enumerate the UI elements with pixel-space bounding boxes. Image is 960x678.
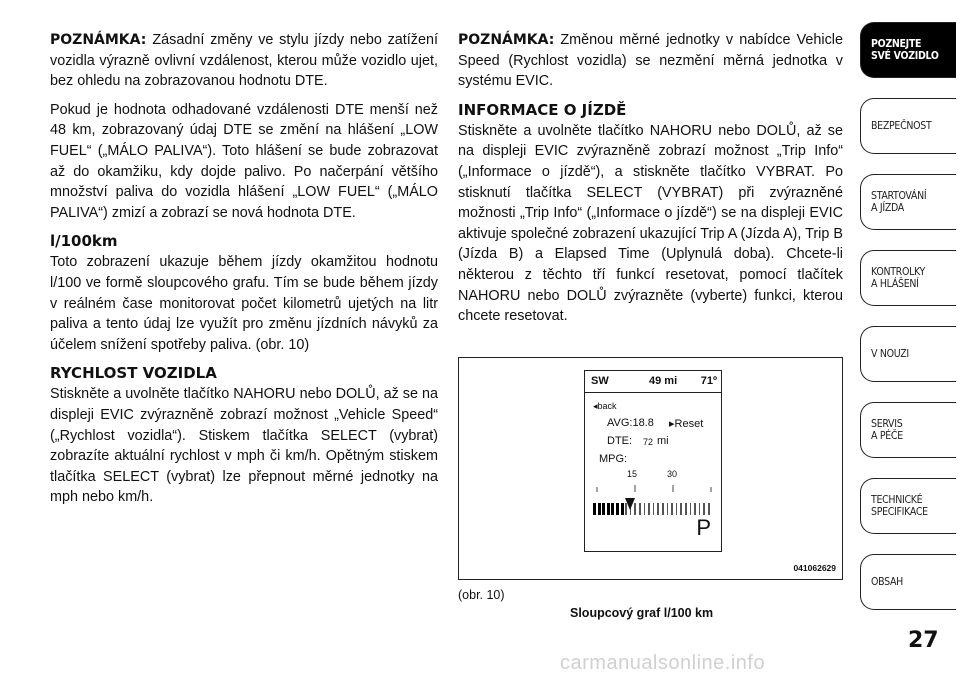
sidebar-tab-label-line2: SVÉ VOZIDLO (871, 50, 939, 62)
back-label: ◂back (593, 401, 617, 411)
bar-segment (703, 503, 705, 515)
bar-segment (593, 503, 596, 515)
right-column (458, 30, 843, 335)
mpg-label: MPG: (599, 453, 628, 465)
note-1-label: POZNÁMKA: (50, 32, 147, 48)
sidebar-tab-3[interactable] (860, 174, 956, 230)
sidebar-tab-label-line1: BEZPEČNOST (871, 120, 932, 132)
mpg-bar-graph (593, 503, 713, 517)
bar-segment (639, 503, 641, 515)
bar-segment (676, 503, 678, 515)
range-readout: 49 mi (649, 375, 678, 387)
heading-vehicle-speed: RYCHLOST VOZIDLA (50, 364, 217, 383)
dte-unit: mi (657, 435, 669, 447)
note-2-label: POZNÁMKA: (458, 32, 555, 48)
bar-segment (611, 503, 614, 515)
sidebar-tab-label-line1: KONTROLKY (871, 266, 926, 278)
sidebar-tab-label-line2: A HLÁŠENÍ (871, 278, 919, 290)
avg-label: AVG:18.8 (607, 417, 654, 429)
sidebar-tab-label (871, 190, 926, 214)
sidebar-tab-label (871, 266, 925, 290)
bar-segment (616, 503, 619, 515)
bar-segment (648, 503, 650, 515)
bar-segment (671, 503, 673, 515)
sidebar-tab-label-line1: TECHNICKÉ (871, 494, 923, 506)
sidebar-tab-7[interactable] (860, 478, 956, 534)
bar-segment (644, 503, 646, 515)
heading-l100: l/100km (50, 232, 118, 251)
sidebar-tab-label-line1: V NOUZI (871, 348, 909, 360)
sidebar-tab-label (871, 38, 939, 62)
sidebar-tab-label (871, 120, 931, 132)
bar-segment (653, 503, 655, 515)
sidebar-tab-label (871, 348, 909, 360)
page-number: 27 (908, 628, 939, 653)
bar-segment (602, 503, 605, 515)
bar-segment (694, 503, 696, 515)
mpg-pointer (625, 498, 635, 510)
figure-caption: (obr. 10) (458, 588, 505, 602)
bar-segment (662, 503, 664, 515)
gear-indicator: P (696, 515, 711, 540)
dte-label: DTE: (607, 435, 633, 447)
sidebar-tab-label (871, 576, 903, 588)
scale-label-30: 30 (667, 469, 678, 479)
figure-code: 041062629 (793, 563, 836, 573)
bar-segment (708, 503, 710, 515)
sidebar-tab-label (871, 418, 903, 442)
bar-segment (699, 503, 701, 515)
trip-info-paragraph: Stiskněte a uvolněte tlačítko NAHORU nebo DOLŮ, až se na displeji EVIC zvýrazněně zobrazí možnost „Trip Info“ („Informace o jízdě“), a stiskněte tlačítko VYBRAT. Po stisknutí tlačítka SELECT (VYBRAT) při zvýrazněné možnosti „Trip Info“ („Informace o jízdě“) se na displeji EVIC aktivuje společné zobrazení ukazující Trip A (Jízda A), Trip B (Jízda B) a Elapsed Time (Uplynulá doba). Chcete-li některou z těchto tří funkcí resetovat, pomocí tlačítek NAHORU nebo DOLŮ zvýrazněte (vyberte) funkci, kterou chcete resetovat. (458, 122, 843, 325)
heading-trip-info: INFORMACE O JÍZDĚ (458, 100, 627, 119)
bar-segment (680, 503, 682, 515)
figure-title: Sloupcový graf l/100 km (570, 606, 714, 620)
bar-segment (607, 503, 610, 515)
note-2 (458, 30, 843, 92)
sidebar-tab-6[interactable] (860, 402, 956, 458)
sidebar-tab-label-line2: A PÉČE (871, 430, 903, 442)
figure-display (458, 357, 843, 580)
l100-paragraph: Toto zobrazení ukazuje během jízdy okamžitou hodnotu l/100 ve formě sloupcového grafu. Tím se bude během jízdy v reálném čase monitorovat počet kilometrů ujetých na litr paliva a tento údaj lze využít pro změnu jízdních návyků za účelem snížení spotřeby paliva. (obr. 10) (50, 254, 438, 353)
bar-segment (657, 503, 659, 515)
vehicle-speed-paragraph: Stiskněte a uvolněte tlačítko NAHORU nebo DOLŮ, až se na displeji EVIC zvýrazněně zobrazí možnost „Vehicle Speed“ („Rychlost vozidla“). Stiskem tlačítka SELECT (vybrat) zobrazíte aktuální rychlost v mph či km/h. Opětným stiskem tlačítka SELECT (vybrat) lze přepnout měrné jednotky na mph nebo km/h. (50, 386, 438, 506)
sidebar-tab-5[interactable] (860, 326, 956, 382)
sidebar-tab-label-line1: POZNEJTE (871, 38, 922, 50)
sidebar-tab-label-line2: A JÍZDA (871, 202, 904, 214)
sidebar-tab-label-line1: STARTOVÁNÍ (871, 190, 927, 202)
scale-label-15: 15 (627, 469, 638, 479)
dte-value: 72 (643, 437, 654, 447)
dte-paragraph: Pokud je hodnota odhadované vzdálenosti DTE menší než 48 km, zobrazovaný údaj DTE se změní na hlášení „LOW FUEL“ („MÁLO PALIVA“). Toto hlášení se bude zobrazovat až do okamžiku, kdy dojde palivo. Po načerpání většího množství paliva do vozidla hlášení „LOW FUEL“ („MÁLO PALIVA“) zmizí a zobrazí se nová hodnota DTE. (50, 101, 438, 221)
temperature-readout: 71º (700, 375, 717, 387)
screen-status-bar (585, 371, 721, 393)
reset-label: ▸Reset (669, 418, 704, 430)
bar-segment (598, 503, 601, 515)
sidebar-tab-label-line1: OBSAH (871, 576, 903, 588)
bar-segment (685, 503, 687, 515)
bar-segment (690, 503, 692, 515)
watermark: carmanualsonline.info (560, 652, 766, 674)
sidebar-tab-label-line2: SPECIFIKACE (871, 506, 928, 518)
sidebar-tab-label (871, 494, 928, 518)
note-1-text: Zásadní změny ve stylu jízdy nebo zatížení vozidla výrazně ovlivní vzdálenost, kterou může vozidlo ujet, bez ohledu na zobrazovanou hodnotu DTE. (50, 32, 438, 90)
left-column (50, 30, 438, 516)
evic-screen (584, 370, 722, 552)
note-1 (50, 30, 438, 92)
compass-heading: SW (591, 375, 609, 387)
sidebar-tab-label-line1: SERVIS (871, 418, 903, 430)
chapter-sidebar (860, 22, 960, 642)
note-2-text: Změnou měrné jednotky v nabídce Vehicle Speed (Rychlost vozidla) se nezmění měrná jednotka v systému EVIC. (458, 32, 843, 90)
sidebar-tab-8[interactable] (860, 554, 956, 610)
bar-segment (621, 503, 624, 515)
sidebar-tab-4[interactable] (860, 250, 956, 306)
sidebar-tab-1[interactable] (860, 22, 956, 78)
sidebar-tab-2[interactable] (860, 98, 956, 154)
bar-segment (667, 503, 669, 515)
